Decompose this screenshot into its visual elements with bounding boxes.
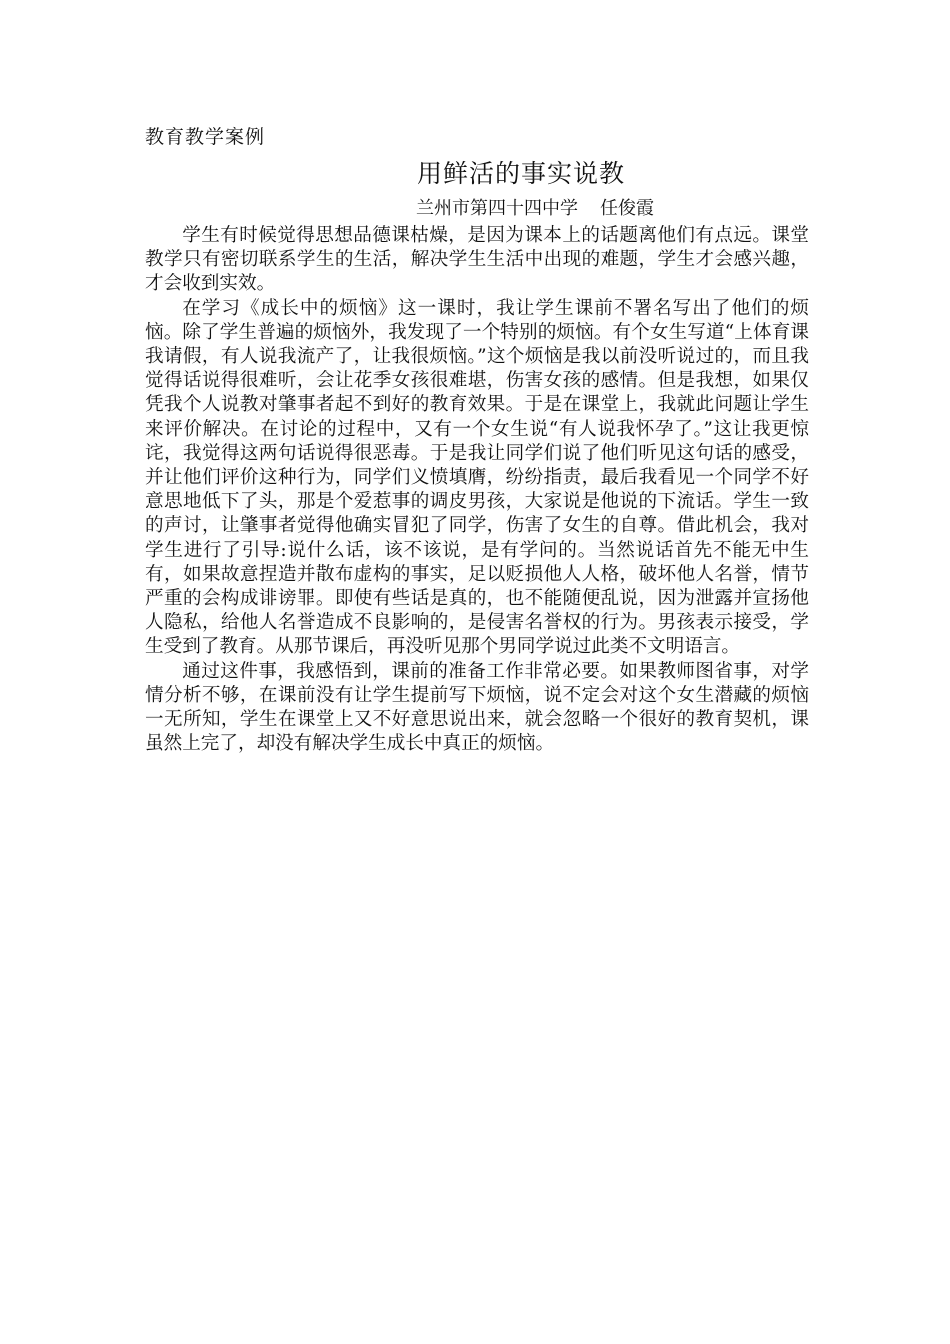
author-byline bbox=[145, 194, 809, 224]
document-title: 用鲜活的事实说教 bbox=[416, 159, 625, 188]
author-name: 任俊霞 bbox=[600, 198, 654, 219]
paragraph-reflection: 通过这件事，我感悟到，课前的准备工作非常必要。如果教师图省事，对学情分析不够，在课前没有让学生提前写下烦恼，说不定会对这个女生潜藏的烦恼一无所知，学生在课堂上又不好意思说出来，就会忽略一个很好的教育契机，课虽然上完了，却没有解决学生成长中真正的烦恼。 bbox=[145, 660, 809, 755]
document-body bbox=[145, 122, 809, 756]
document-category: 教育教学案例 bbox=[145, 126, 266, 148]
paragraph-intro: 学生有时候觉得思想品德课枯燥，是因为课本上的话题离他们有点远。课堂教学只有密切联系学生的生活，解决学生生活中出现的难题，学生才会感兴趣，才会收到实效。 bbox=[145, 225, 809, 295]
author-school: 兰州市第四十四中学 bbox=[416, 198, 578, 219]
paragraph-case: 在学习《成长中的烦恼》这一课时，我让学生课前不署名写出了他们的烦恼。除了学生普遍的烦恼外，我发现了一个特别的烦恼。有个女生写道“上体育课我请假，有人说我流产了，让我很烦恼。”这个烦恼是我以前没听说过的，而且我觉得话说得很难听，会让花季女孩很难堪，伤害女孩的感情。但是我想，如果仅凭我个人说教对肇事者起不到好的教育效果。于是在课堂上，我就此问题让学生来评价解决。在讨论的过程中，又有一个女生说“有人说我怀孕了。”这让我更惊诧，我觉得这两句话说得很恶毒。于是我让同学们说了他们听见这句话的感受，并让他们评价这种行为，同学们义愤填膺，纷纷指责，最后我看见一个同学不好意思地低下了头，那是个爱惹事的调皮男孩，大家说是他说的下流话。学生一致的声讨，让肇事者觉得他确实冒犯了同学，伤害了女生的自尊。借此机会，我对学生进行了引导:说什么话，该不该说，是有学问的。当然说话首先不能无中生有，如果故意捏造并散布虚构的事实，足以贬损他人人格，破坏他人名誉，情节严重的会构成诽谤罪。即使有些话是真的，也不能随便乱说，因为泄露并宣扬他人隐私，给他人名誉造成不良影响的，是侵害名誉权的行为。男孩表示接受，学生受到了教育。从那节课后，再没听见那个男同学说过此类不文明语言。 bbox=[145, 297, 809, 658]
